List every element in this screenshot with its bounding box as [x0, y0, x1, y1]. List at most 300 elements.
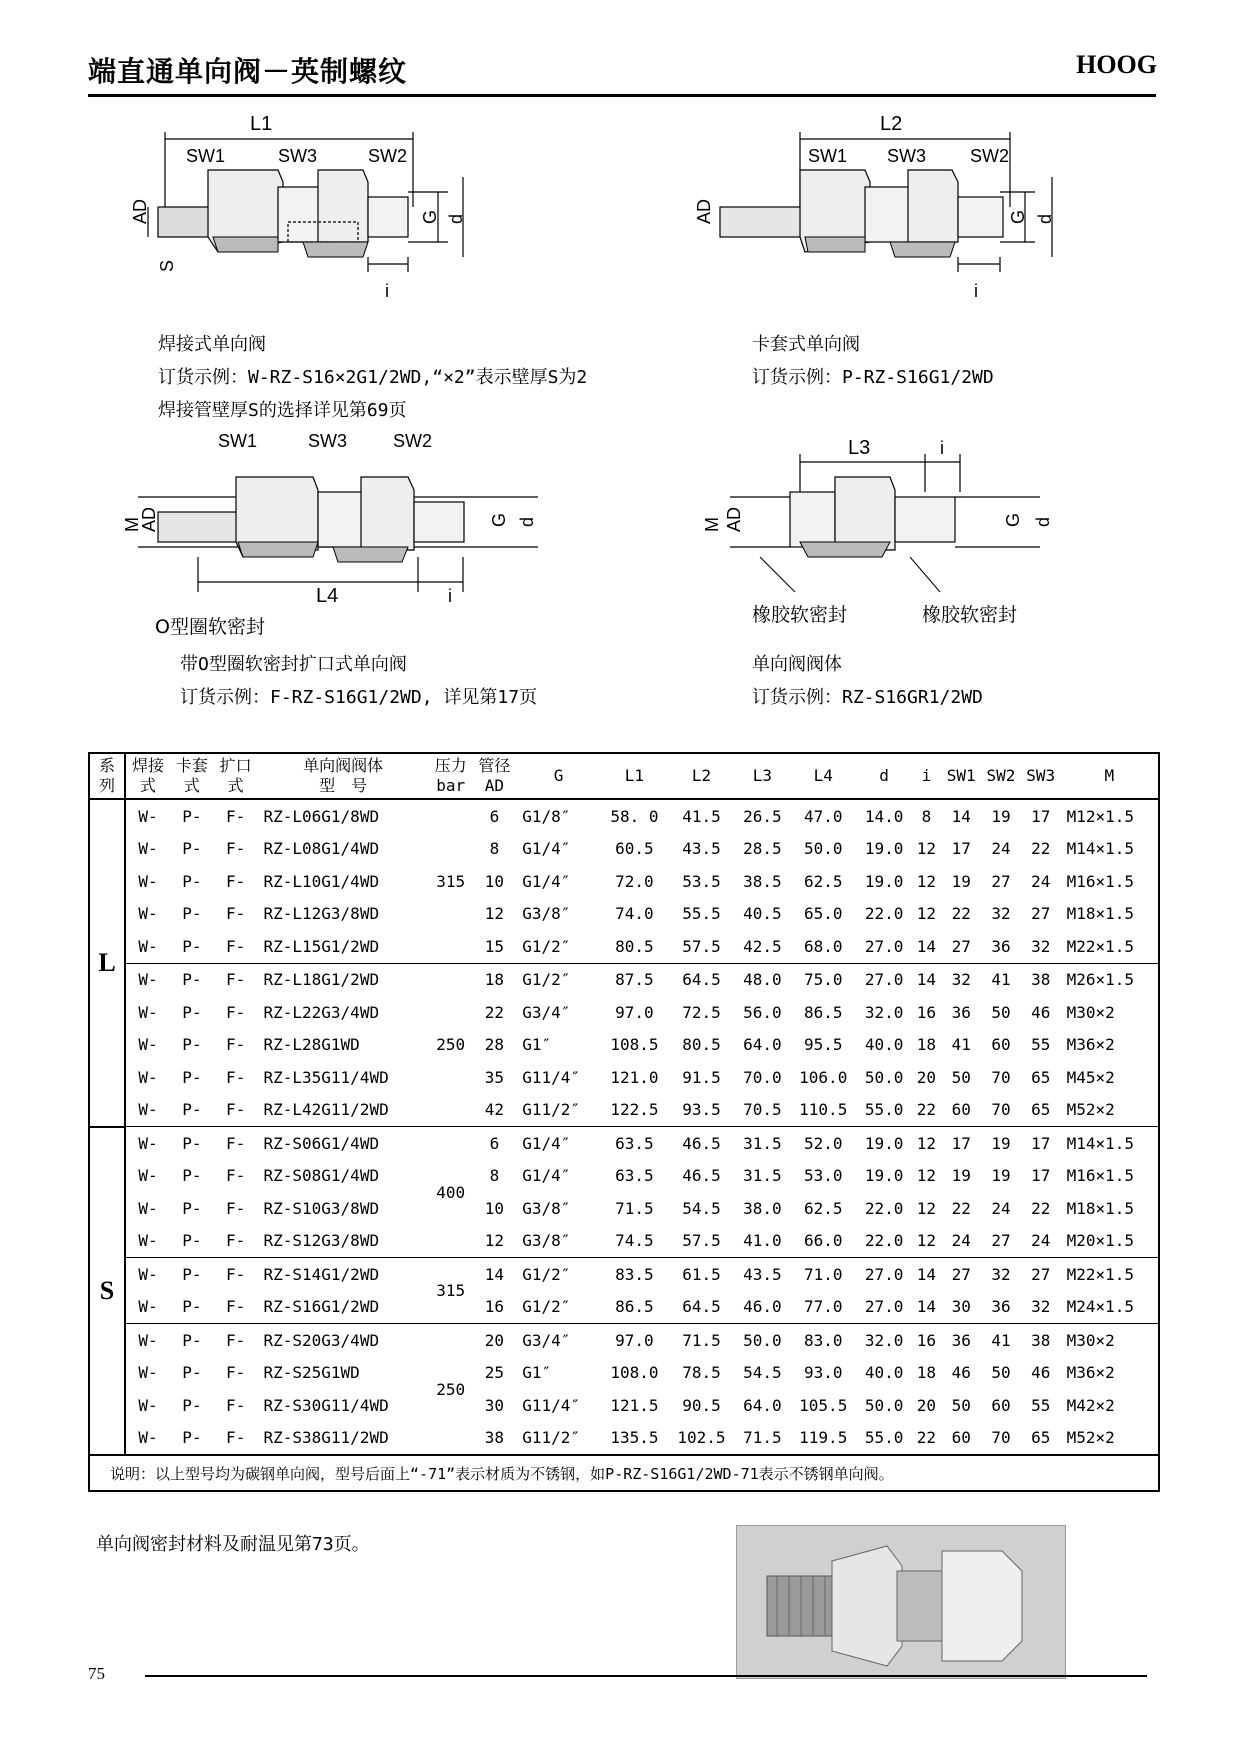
column-header-line: SW2	[986, 766, 1016, 785]
table-cell: 55	[1031, 1395, 1051, 1415]
table-row	[89, 799, 1159, 833]
table-cell: RZ-S14G1/2WD	[257, 1258, 428, 1291]
table-cell: 8	[921, 806, 932, 826]
table-cell: W-	[138, 1297, 158, 1317]
callout-rubber-seal-right: 橡胶软密封	[922, 604, 1018, 626]
table-cell: F-	[214, 1258, 258, 1291]
table-cell: RZ-S06G1/4WD	[257, 1127, 428, 1160]
table-cell: M12×1.5	[1066, 806, 1135, 826]
table-cell: 22	[916, 1100, 937, 1120]
table-cell: 71.0	[790, 1258, 857, 1291]
table-cell: M14×1.5	[1061, 1127, 1159, 1160]
table-cell: 63.5	[615, 1166, 654, 1186]
table-cell: M22×1.5	[1061, 1258, 1159, 1291]
table-cell: W-	[138, 1067, 158, 1087]
label-sw2: SW2	[368, 146, 408, 166]
table-cell: 25	[484, 1363, 505, 1383]
table-cell: F-	[225, 1166, 246, 1186]
table-cell: P-	[182, 806, 202, 826]
table-cell: G1/2″	[522, 936, 571, 956]
table-cell: 20	[916, 1067, 937, 1087]
table-cell: 55.5	[682, 904, 721, 924]
table-header-row	[89, 753, 1159, 799]
table-cell: RZ-L15G1/2WD	[263, 936, 380, 956]
table-cell: 65.0	[803, 904, 843, 924]
table-cell: 14	[916, 1297, 937, 1317]
pressure-cell: 250	[429, 1324, 473, 1456]
table-cell: 14	[911, 963, 941, 996]
label-l4: L4	[316, 585, 339, 607]
table-cell: 70.0	[743, 1067, 782, 1087]
column-header	[214, 753, 258, 799]
caption-oring-flared	[180, 648, 537, 714]
label-sw2: SW2	[970, 146, 1010, 166]
table-cell: 41	[981, 1324, 1021, 1357]
column-header-line: 式	[227, 776, 244, 795]
table-row	[89, 1160, 1159, 1193]
table-row	[89, 1422, 1159, 1456]
pressure-cell: 250	[429, 963, 473, 1127]
table-cell: 110.5	[799, 1100, 848, 1120]
table-cell: 22	[1031, 1198, 1051, 1218]
table-cell: W-	[138, 1231, 158, 1251]
table-cell: P-	[182, 1035, 202, 1055]
table-note: 说明：以上型号均为碳钢单向阀，型号后面上“-71”表示材质为不锈钢，如P-RZ-S16G1/2WD-71表示不锈钢单向阀。	[89, 1455, 1159, 1491]
column-header-line: 扩口	[219, 756, 252, 775]
table-cell: 74.0	[615, 904, 654, 924]
column-header-line: 式	[183, 776, 200, 795]
label-s: S	[157, 259, 177, 272]
table-note-row	[89, 1455, 1159, 1491]
table-cell: P-	[182, 839, 202, 859]
table-cell: 122.5	[610, 1100, 659, 1120]
table-cell: RZ-L35G11/4WD	[263, 1067, 389, 1087]
table-cell: 22	[916, 1428, 937, 1448]
table-cell: 121.0	[610, 1067, 659, 1087]
table-row	[89, 1291, 1159, 1324]
table-cell: 27.0	[864, 1297, 904, 1317]
table-cell: M30×2	[1066, 1002, 1115, 1022]
table-cell: 97.0	[601, 1324, 668, 1357]
table-cell: G11/4″	[522, 1067, 581, 1087]
table-cell: 19	[981, 1127, 1021, 1160]
table-cell: M52×2	[1066, 1428, 1115, 1448]
table-cell: 32	[1031, 936, 1051, 956]
table-cell: 50.0	[864, 1395, 904, 1415]
table-cell: 46	[951, 1363, 971, 1383]
column-header	[1061, 753, 1159, 799]
table-cell: 30	[951, 1297, 971, 1317]
table-cell: RZ-S30G11/4WD	[263, 1395, 389, 1415]
table-cell: P-	[182, 1363, 202, 1383]
label-m: M	[702, 517, 722, 532]
table-cell: 19	[991, 1166, 1011, 1186]
table-cell: 56.0	[743, 1002, 782, 1022]
column-header-line: i	[921, 766, 932, 785]
table-cell: 42.5	[743, 936, 782, 956]
table-cell: P-	[182, 1395, 202, 1415]
label-sw2: SW2	[393, 432, 433, 451]
table-cell: 36	[951, 1002, 971, 1022]
caption-title: 焊接式单向阀	[158, 334, 266, 355]
page-number: 75	[88, 1664, 105, 1683]
table-cell: 48.0	[735, 963, 790, 996]
table-cell: 20	[916, 1395, 937, 1415]
table-cell: 70.5	[743, 1100, 782, 1120]
table-cell: 38.0	[743, 1198, 782, 1218]
table-cell: 17	[1031, 1166, 1051, 1186]
column-header	[941, 753, 981, 799]
table-cell: G11/2″	[522, 1428, 581, 1448]
table-cell: M16×1.5	[1066, 1166, 1135, 1186]
table-cell: 108.5	[610, 1035, 659, 1055]
table-cell: F-	[225, 904, 246, 924]
pressure-cell: 400	[429, 1127, 473, 1258]
table-cell: 14	[951, 806, 971, 826]
table-cell: 71.5	[743, 1428, 782, 1448]
table-cell: M18×1.5	[1066, 1198, 1135, 1218]
table-cell: 16	[916, 1002, 937, 1022]
table-cell: 77.0	[803, 1297, 843, 1317]
table-cell: W-	[138, 1166, 158, 1186]
table-cell: 64.0	[743, 1035, 782, 1055]
label-ad: AD	[694, 198, 714, 224]
table-cell: 78.5	[682, 1363, 721, 1383]
table-cell: RZ-S20G3/4WD	[257, 1324, 428, 1357]
diagram-welded-check-valve	[118, 112, 538, 312]
table-cell: F-	[225, 839, 246, 859]
table-cell: P-	[182, 936, 202, 956]
table-cell: W-	[138, 871, 158, 891]
table-cell: 52.0	[790, 1127, 857, 1160]
table-cell: 61.5	[668, 1258, 735, 1291]
table-cell: F-	[225, 1002, 246, 1022]
table-cell: P-	[170, 1258, 214, 1291]
label-d: d	[446, 213, 466, 224]
series-cell: L	[89, 799, 125, 1127]
table-cell: 31.5	[735, 1127, 790, 1160]
table-cell: 80.5	[682, 1035, 721, 1055]
table-cell: 12	[916, 1166, 937, 1186]
table-row	[89, 1127, 1159, 1160]
table-cell: W-	[125, 963, 170, 996]
table-cell: M20×1.5	[1066, 1231, 1135, 1251]
table-cell: 46	[1031, 1002, 1051, 1022]
label-sw3: SW3	[278, 146, 318, 166]
table-cell: 19.0	[857, 1127, 912, 1160]
table-cell: 28	[484, 1035, 505, 1055]
table-row	[89, 1389, 1159, 1422]
table-cell: 46	[1031, 1363, 1051, 1383]
table-cell: 93.5	[682, 1100, 721, 1120]
table-cell: 47.0	[803, 806, 843, 826]
table-cell: 22	[1031, 839, 1051, 859]
table-cell: 32	[991, 904, 1011, 924]
table-row	[89, 1357, 1159, 1390]
table-cell: 50	[991, 1002, 1011, 1022]
table-cell: 24	[1031, 871, 1051, 891]
caption-title: 卡套式单向阀	[752, 334, 860, 355]
table-cell: 83.0	[790, 1324, 857, 1357]
table-cell: 30	[484, 1395, 505, 1415]
table-row	[89, 963, 1159, 996]
table-cell: 27	[1021, 1258, 1061, 1291]
table-cell: 55.0	[864, 1428, 904, 1448]
table-cell: RZ-L42G11/2WD	[263, 1100, 389, 1120]
table-cell: 19.0	[864, 1166, 904, 1186]
caption-order-example: 订货示例：P-RZ-S16G1/2WD	[752, 367, 994, 388]
column-header-line: 单向阀阀体	[303, 756, 384, 775]
column-header	[668, 753, 735, 799]
table-cell: 57.5	[682, 1231, 721, 1251]
table-row	[89, 1094, 1159, 1127]
check-valve-image	[737, 1526, 1065, 1678]
table-cell: RZ-L22G3/4WD	[263, 1002, 380, 1022]
table-cell: 50.0	[735, 1324, 790, 1357]
table-cell: 36	[991, 936, 1011, 956]
table-cell: 95.5	[803, 1035, 843, 1055]
spec-table	[88, 752, 1160, 1492]
table-cell: 75.0	[790, 963, 857, 996]
table-cell: 86.5	[803, 1002, 843, 1022]
table-cell: P-	[170, 1324, 214, 1357]
table-cell: 18	[916, 1363, 937, 1383]
label-d: d	[1033, 516, 1053, 527]
table-cell: RZ-S08G1/4WD	[263, 1166, 380, 1186]
table-cell: M14×1.5	[1066, 839, 1135, 859]
column-header-line: L3	[752, 766, 772, 785]
table-cell: RZ-S38G11/2WD	[263, 1428, 389, 1448]
table-cell: 27.0	[857, 1258, 912, 1291]
column-header-line: 系	[98, 756, 115, 775]
pressure-cell: 315	[429, 1258, 473, 1324]
caption-order-example: 订货示例：W-RZ-S16×2G1/2WD,“×2”表示壁厚S为2	[158, 367, 588, 388]
table-cell: 16	[911, 1324, 941, 1357]
table-cell: RZ-S16G1/2WD	[263, 1297, 380, 1317]
table-cell: W-	[125, 1324, 170, 1357]
table-cell: P-	[170, 1127, 214, 1160]
column-header	[125, 753, 170, 799]
label-sw1: SW1	[218, 432, 258, 451]
table-cell: RZ-L08G1/4WD	[263, 839, 380, 859]
table-cell: 119.5	[799, 1428, 848, 1448]
table-cell: 46.0	[743, 1297, 782, 1317]
table-cell: G3/4″	[522, 1002, 571, 1022]
table-cell: F-	[225, 871, 246, 891]
table-cell: F-	[225, 1100, 246, 1120]
column-header-line: 式	[140, 776, 157, 795]
label-g: G	[420, 209, 440, 224]
table-cell: RZ-S12G3/8WD	[263, 1231, 380, 1251]
product-photo	[736, 1525, 1066, 1679]
table-cell: M52×2	[1066, 1100, 1115, 1120]
table-cell: 80.5	[615, 936, 654, 956]
table-cell: M16×1.5	[1066, 871, 1135, 891]
table-cell: 65	[1031, 1067, 1051, 1087]
table-cell: G1/2″	[522, 1297, 571, 1317]
table-cell: 97.0	[615, 1002, 654, 1022]
table-cell: 38	[1021, 1324, 1061, 1357]
table-cell: 87.5	[601, 963, 668, 996]
table-cell: 24	[951, 1231, 971, 1251]
table-cell: W-	[138, 1002, 158, 1022]
table-cell: 32.0	[864, 1002, 904, 1022]
table-cell: 27	[951, 936, 971, 956]
table-cell: 74.5	[615, 1231, 654, 1251]
table-cell: 83.5	[601, 1258, 668, 1291]
column-header-line: 焊接	[132, 756, 165, 775]
column-header-line: M	[1104, 766, 1115, 785]
table-row	[89, 1029, 1159, 1062]
label-g: G	[1003, 512, 1023, 527]
table-cell: 17	[1021, 1127, 1061, 1160]
table-cell: 62.5	[803, 871, 843, 891]
table-cell: 50	[951, 1395, 971, 1415]
table-cell: RZ-L18G1/2WD	[257, 963, 428, 996]
pressure-cell: 315	[436, 871, 466, 891]
table-cell: 32	[941, 963, 981, 996]
label-d: d	[517, 516, 537, 527]
label-ad: AD	[139, 506, 159, 532]
table-cell: G11/4″	[522, 1395, 581, 1415]
table-row	[89, 930, 1159, 963]
table-cell: 72.0	[615, 871, 654, 891]
caption-order-example: 订货示例：F-RZ-S16G1/2WD, 详见第17页	[180, 687, 538, 708]
table-row	[89, 865, 1159, 898]
diagram-valve-body	[690, 432, 1110, 607]
label-sw1: SW1	[808, 146, 848, 166]
column-header	[257, 753, 428, 799]
table-cell: 135.5	[610, 1428, 659, 1448]
table-cell: 55.0	[864, 1100, 904, 1120]
table-cell: F-	[225, 1297, 246, 1317]
label-sw1: SW1	[186, 146, 226, 166]
table-cell: M42×2	[1066, 1395, 1115, 1415]
label-sw3: SW3	[887, 146, 927, 166]
table-cell: 105.5	[799, 1395, 848, 1415]
table-cell: 64.5	[668, 963, 735, 996]
column-header	[170, 753, 214, 799]
table-cell: 12	[911, 1127, 941, 1160]
table-row	[89, 1192, 1159, 1225]
table-cell: P-	[182, 1231, 202, 1251]
table-cell: RZ-S25G1WD	[263, 1363, 360, 1383]
table-cell: 14	[473, 1258, 517, 1291]
column-header	[1021, 753, 1061, 799]
table-cell: 24	[991, 839, 1011, 859]
table-cell: M36×2	[1066, 1035, 1115, 1055]
table-cell: M24×1.5	[1066, 1297, 1135, 1317]
table-cell: 106.0	[799, 1067, 848, 1087]
table-cell: 64.0	[743, 1395, 782, 1415]
series-cell: S	[89, 1127, 125, 1456]
table-cell: W-	[138, 1100, 158, 1120]
table-cell: P-	[182, 1428, 202, 1448]
table-cell: 40.0	[864, 1363, 904, 1383]
table-cell: 12	[484, 1231, 505, 1251]
table-cell: 50.0	[803, 839, 843, 859]
table-cell: W-	[125, 1258, 170, 1291]
table-cell: 8	[489, 839, 500, 859]
label-g: G	[489, 512, 509, 527]
table-cell: M36×2	[1066, 1363, 1115, 1383]
table-cell: G1″	[522, 1363, 552, 1383]
column-header-line: L2	[691, 766, 712, 785]
column-header	[735, 753, 790, 799]
table-cell: 63.5	[601, 1127, 668, 1160]
table-cell: 93.0	[803, 1363, 843, 1383]
table-cell: 70	[991, 1100, 1011, 1120]
column-header-line: 型 号	[319, 776, 368, 795]
callout-rubber-seal-left: 橡胶软密封	[752, 604, 848, 626]
table-cell: 22.0	[864, 1231, 904, 1251]
table-cell: W-	[138, 1395, 158, 1415]
table-cell: F-	[225, 1198, 246, 1218]
table-cell: G1/4″	[522, 839, 571, 859]
table-cell: 54.5	[743, 1363, 782, 1383]
table-cell: 17	[941, 1127, 981, 1160]
label-i: i	[385, 281, 389, 301]
header-rule	[88, 94, 1156, 97]
table-cell: F-	[225, 1363, 246, 1383]
table-cell: W-	[138, 904, 158, 924]
table-cell: W-	[138, 806, 158, 826]
table-cell: RZ-L06G1/8WD	[263, 806, 380, 826]
table-cell: 38.5	[743, 871, 782, 891]
table-cell: 68.0	[803, 936, 843, 956]
table-cell: 22	[951, 904, 971, 924]
table-cell: 58. 0	[610, 806, 659, 826]
table-cell: 27	[991, 1231, 1011, 1251]
table-cell: 91.5	[682, 1067, 721, 1087]
page-title: 端直通单向阀－英制螺纹	[88, 55, 408, 88]
table-cell: 27	[991, 871, 1011, 891]
table-cell: W-	[138, 936, 158, 956]
table-cell: 43.5	[682, 839, 721, 859]
table-cell: 41	[951, 1035, 971, 1055]
table-cell: 60	[951, 1428, 971, 1448]
table-cell: 60.5	[615, 839, 654, 859]
table-cell: F-	[225, 1428, 246, 1448]
table-cell: 22	[484, 1002, 505, 1022]
caption-title: 单向阀阀体	[752, 654, 842, 675]
table-cell: F-	[214, 963, 258, 996]
column-header-line: L4	[813, 766, 833, 785]
table-cell: 14.0	[864, 806, 904, 826]
table-cell: 16	[484, 1297, 505, 1317]
table-cell: 41	[981, 963, 1021, 996]
table-cell: 36	[941, 1324, 981, 1357]
table-cell: 40.5	[743, 904, 782, 924]
label-i: i	[974, 281, 978, 301]
table-cell: 18	[916, 1035, 937, 1055]
table-cell: 20	[473, 1324, 517, 1357]
table-cell: RZ-L10G1/4WD	[263, 871, 380, 891]
table-cell: 46.5	[668, 1127, 735, 1160]
column-header-line: SW1	[946, 766, 976, 785]
label-ad: AD	[130, 198, 150, 224]
table-cell: G1/4″	[516, 1127, 601, 1160]
column-header	[790, 753, 857, 799]
seal-material-note: 单向阀密封材料及耐温见第73页。	[96, 1534, 370, 1555]
brand-logo: HOOG	[1076, 50, 1157, 79]
caption-ferrule	[752, 328, 994, 394]
column-header-line: 卡套	[175, 756, 208, 775]
label-i: i	[448, 586, 452, 606]
table-cell: 24	[1031, 1231, 1051, 1251]
table-cell: P-	[182, 1100, 202, 1120]
table-cell: F-	[225, 936, 246, 956]
